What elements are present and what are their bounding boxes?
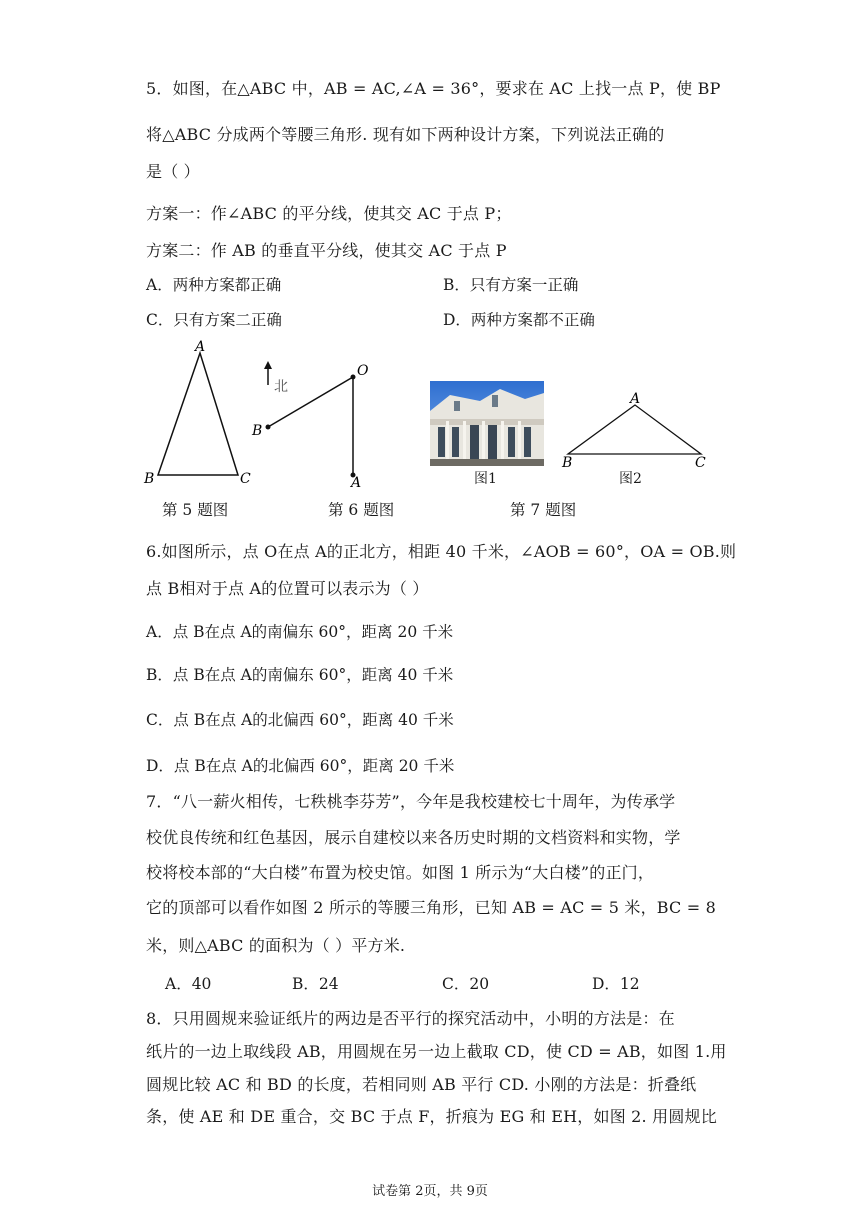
q5-plan1: 方案一：作∠ABC 的平分线，使其交 AC 于点 P； [146, 204, 512, 223]
q5-line1: 5．如图，在△ABC 中，AB = AC,∠A = 36°，要求在 AC 上找一点 P，使 BP [146, 79, 721, 98]
fig7-label-2: 图2 [619, 471, 642, 487]
fig7-caption: 第 7 题图 [510, 501, 577, 519]
fig6-caption: 第 6 题图 [328, 501, 395, 519]
fig5-label-c: C [240, 471, 251, 485]
q5-plan2: 方案二：作 AB 的垂直平分线，使其交 AC 于点 P [146, 241, 507, 260]
fig5-label-b: B [144, 471, 155, 485]
q7-line1: 7．“八一薪火相传，七秩桃李芬芳”，今年是我校建校七十周年，为传承学 [146, 792, 676, 811]
q6-option-b: B．点 B在点 A的南偏东 60°，距离 40 千米 [146, 666, 454, 684]
building-photo [430, 381, 544, 466]
figure-5-triangle [140, 335, 263, 485]
fig7-label-c: C [695, 455, 706, 470]
fig6-north-label: 北 [274, 379, 288, 395]
q5-option-b: B．只有方案一正确 [443, 276, 579, 294]
q8-line2: 纸片的一边上取线段 AB，用圆规在另一边上截取 CD，使 CD = AB，如图 1.用 [146, 1042, 727, 1061]
q6-option-a: A．点 B在点 A的南偏东 60°，距离 20 千米 [146, 623, 454, 641]
q7-option-c: C．20 [442, 975, 490, 993]
fig5-caption: 第 5 题图 [162, 501, 229, 519]
fig6-label-o: O [357, 363, 369, 379]
q7-option-b: B．24 [292, 975, 339, 993]
q7-option-d: D．12 [592, 975, 640, 993]
q5-line2: 将△ABC 分成两个等腰三角形. 现有如下两种设计方案，下列说法正确的 [146, 125, 665, 144]
q7-line4: 它的顶部可以看作如图 2 所示的等腰三角形，已知 AB = AC = 5 米，BC = 8 [146, 898, 717, 917]
q5-line3: 是（ ） [146, 162, 200, 181]
q6-line2: 点 B相对于点 A的位置可以表示为（ ） [146, 579, 429, 598]
q8-line1: 8．只用圆规来验证纸片的两边是否平行的探究活动中，小明的方法是：在 [146, 1009, 675, 1028]
q6-option-d: D．点 B在点 A的北偏西 60°，距离 20 千米 [146, 757, 455, 775]
q7-line5: 米，则△ABC 的面积为（ ）平方米. [146, 936, 406, 955]
fig7-label-a: A [630, 391, 641, 407]
fig7-label-b: B [562, 455, 573, 470]
figure-6-diagram [248, 355, 378, 490]
q5-option-a: A．两种方案都正确 [146, 276, 282, 294]
fig6-label-b: B [252, 423, 263, 439]
page-footer: 试卷第 2页，共 9页 [372, 1184, 488, 1199]
q7-option-a: A．40 [165, 975, 212, 993]
figure-7-triangle [558, 390, 718, 470]
fig6-label-a: A [351, 475, 362, 490]
q7-line3: 校将校本部的“大白楼”布置为校史馆。如图 1 所示为“大白楼”的正门， [146, 863, 655, 882]
q5-option-d: D．两种方案都不正确 [443, 311, 595, 329]
fig5-label-a: A [195, 339, 206, 355]
q5-option-c: C．只有方案二正确 [146, 311, 282, 329]
q6-option-c: C．点 B在点 A的北偏西 60°，距离 40 千米 [146, 711, 454, 729]
q6-line1: 6.如图所示，点 O在点 A的正北方，相距 40 千米，∠AOB = 60°，OA = OB.则 [146, 542, 737, 561]
north-arrow-icon [264, 361, 272, 369]
q8-line3: 圆规比较 AC 和 BD 的长度，若相同则 AB 平行 CD. 小刚的方法是：折叠纸 [146, 1075, 697, 1094]
q8-line4: 条，使 AE 和 DE 重合，交 BC 于点 F，折痕为 EG 和 EH，如图 2. 用圆规比 [146, 1107, 717, 1126]
fig7-label-1: 图1 [474, 471, 497, 487]
q7-line2: 校优良传统和红色基因，展示自建校以来各历史时期的文档资料和实物，学 [146, 828, 681, 847]
